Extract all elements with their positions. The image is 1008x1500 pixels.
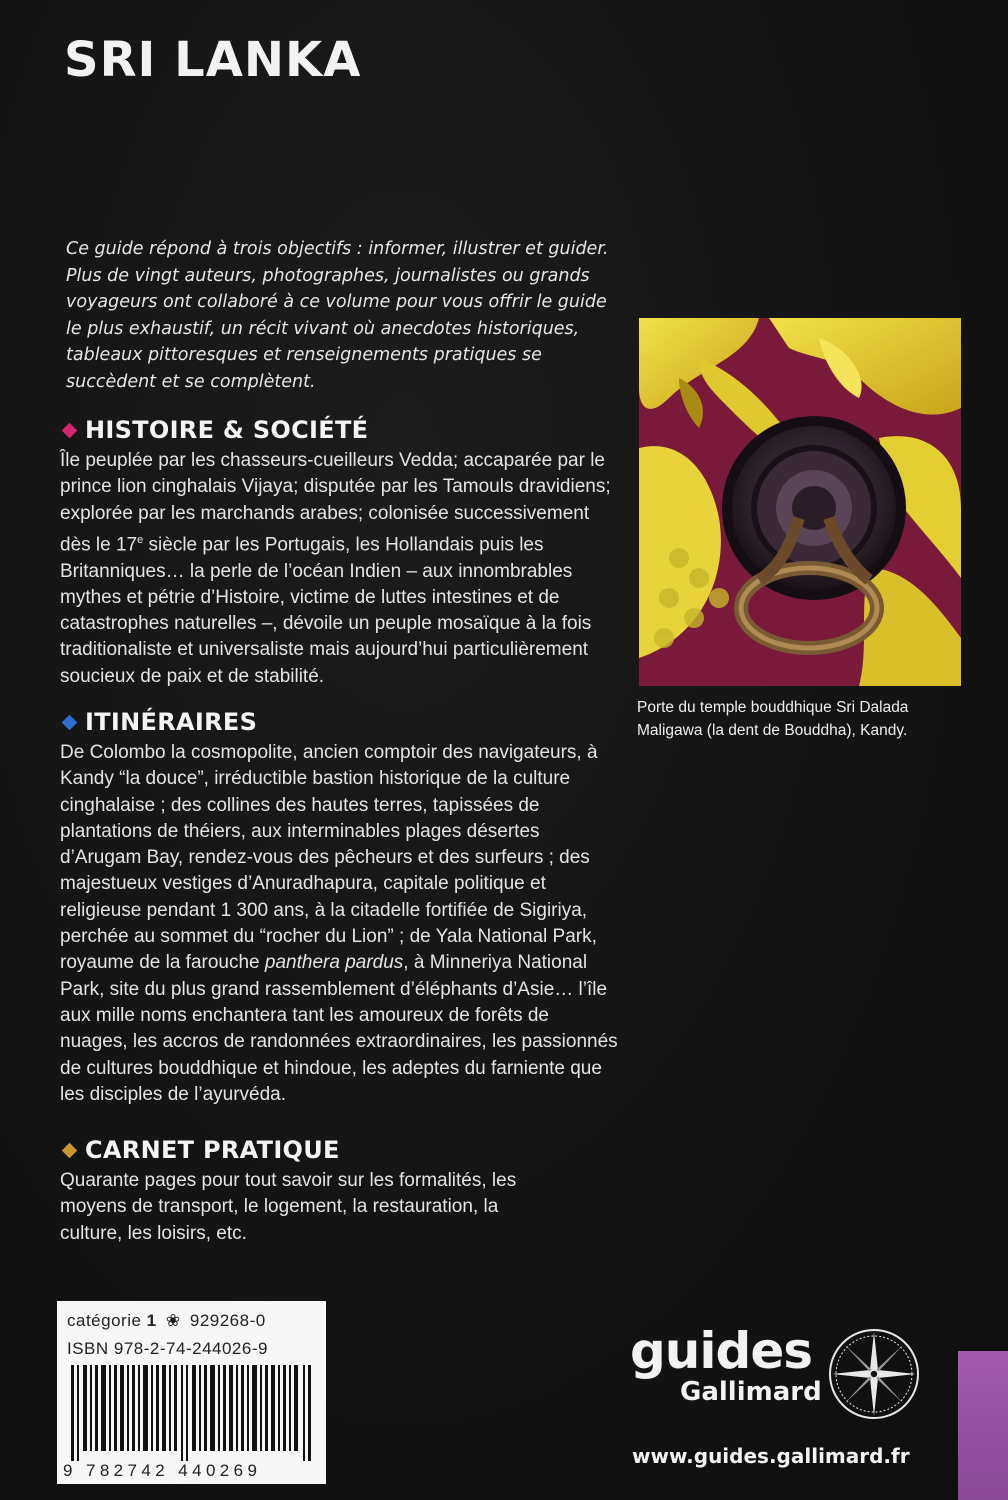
section-carnet (60, 1136, 620, 1247)
temple-door-image (639, 318, 961, 686)
barcode-label (57, 1301, 326, 1484)
photo-caption: Porte du temple bouddhique Sri Dalada Maligawa (la dent de Bouddha), Kandy. (637, 699, 909, 739)
barcode-icon (71, 1365, 315, 1461)
section-itineraires (60, 708, 620, 1108)
spine-color-tab (958, 1351, 1008, 1500)
logo-guides-text: guides (630, 1322, 812, 1380)
categorie-label: catégorie (67, 1311, 142, 1330)
isbn-text: ISBN 978-2-74-244026-9 (67, 1339, 268, 1358)
pink-diamond-icon (62, 422, 78, 438)
guides-gallimard-logo (630, 1320, 930, 1420)
section-body: Île peuplée par les chasseurs-cueilleurs Vedda; accaparée par le prince lion cinghalais Vijaya; disputée par les Tamouls dravidiens; explorée par les marchands arabes; colonisée successivement dès le 17e siècle par les Portugais, les Hollandais puis les Britanniques… la perle de l’océan Indien – aux innombrables mythes et pétrie d’Histoire, victime de luttes intestines et de catastrophes naturelles –, dévoile un peuple mosaïque à la fois traditionaliste et universaliste mais aujourd’hui particulièrement soucieux de paix et de stabilité. (60, 450, 611, 687)
website-url: www.guides.gallimard.fr (632, 1444, 910, 1468)
section-body: Quarante pages pour tout savoir sur les formalités, les moyens de transport, le logement, la restauration, la culture, les loisirs, etc. (60, 1170, 517, 1244)
section-heading: HISTOIRE & SOCIÉTÉ (85, 416, 369, 444)
gold-diamond-icon (62, 1142, 78, 1158)
product-code: 929268-0 (189, 1311, 266, 1330)
compass-rose-icon (826, 1326, 922, 1422)
categorie-value: 1 (146, 1311, 157, 1330)
book-title: SRI LANKA (64, 32, 362, 88)
section-heading: ITINÉRAIRES (85, 708, 258, 736)
logo-gallimard-text: Gallimard (680, 1377, 822, 1407)
intro-paragraph: Ce guide répond à trois objectifs : informer, illustrer et guider. Plus de vingt auteurs, photographes, journalistes ou grands voyageurs ont collaboré à ce volume pour vous offrir le guide le plus exhaustif, un récit vivant où anecdotes historiques, tableaux pittoresques et renseignements pratiques se succèdent et se complètent. (66, 239, 609, 392)
section-histoire (60, 416, 620, 690)
section-heading: CARNET PRATIQUE (85, 1136, 340, 1164)
temple-door-photo (639, 318, 961, 686)
butterfly-icon: ❀ (165, 1311, 181, 1330)
blue-diamond-icon (62, 714, 78, 730)
barcode-digits: 9 782742 440269 (63, 1461, 262, 1480)
section-body: De Colombo la cosmopolite, ancien comptoir des navigateurs, à Kandy “la douce”, irréductible bastion historique de la culture cinghalaise ; des collines des hautes terres, tapissées de plantations de théiers, aux interminables plages désertes d’Arugam Bay, rendez-vous des pêcheurs et des surfeurs ; des majestueux vestiges d’Anuradhapura, capitale politique et religieuse pendant 1 300 ans, à la citadelle fortifiée de Sigiriya, perchée au sommet du “rocher du Lion” ; de Yala National Park, royaume de la farouche panthera pardus, à Minneriya National Park, site du plus grand rassemblement d’éléphants d’Asie… l’île aux mille noms enchantera tant les amoureux de forêts de nuages, les accros de randonnées extraordinaires, les passionnés de cultures bouddhique et hindoue, les adeptes du farniente que les disciples de l’ayurvéda. (60, 742, 618, 1105)
